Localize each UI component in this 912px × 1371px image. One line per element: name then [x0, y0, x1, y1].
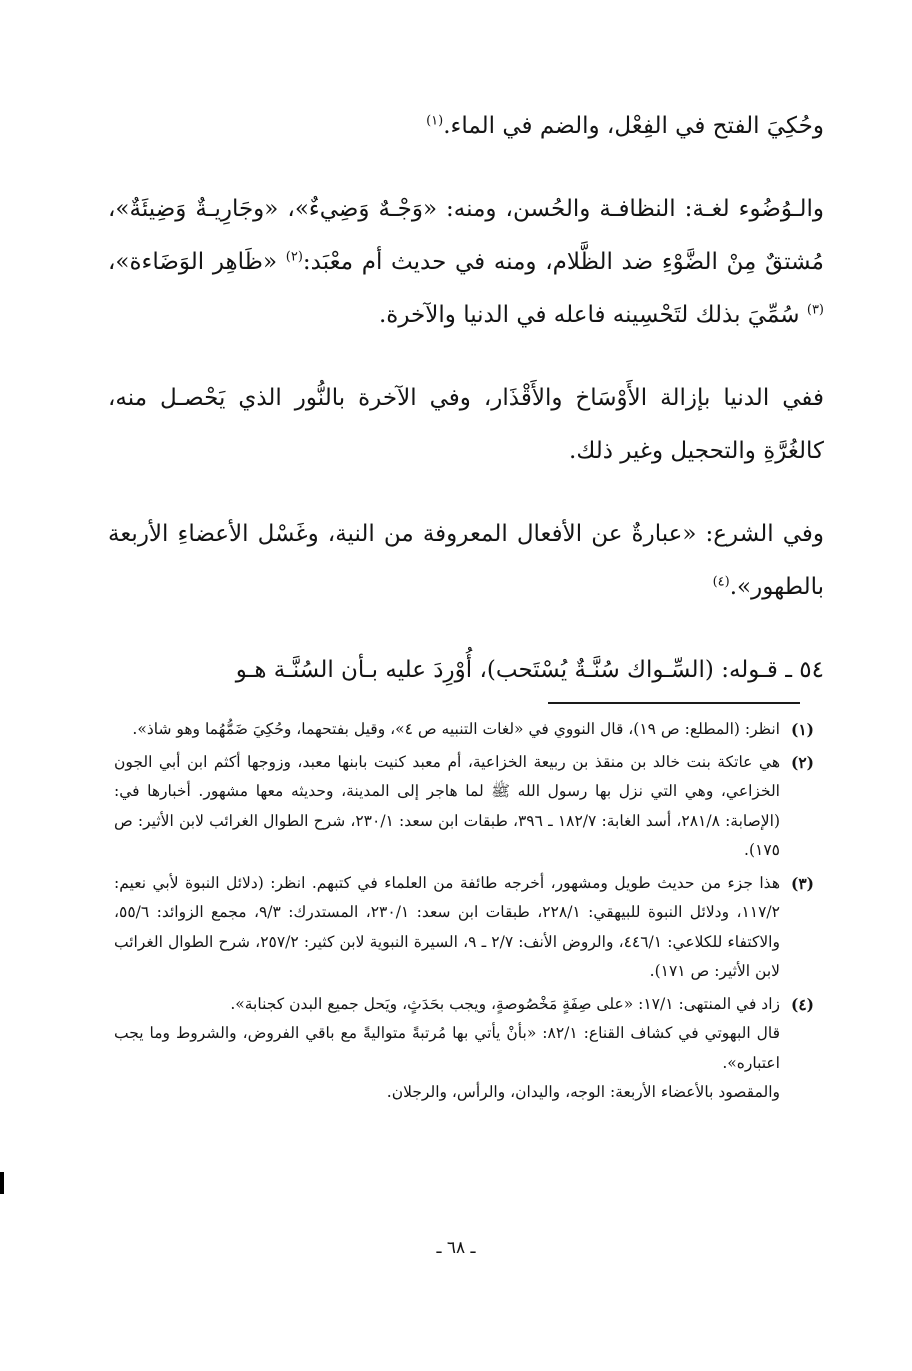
- footnote-text: [114, 748, 780, 866]
- footnote-number: (١): [790, 720, 814, 739]
- footnote-ref-4: (٤): [712, 574, 730, 590]
- footnote-line: قال البهوتي في كشاف القناع: ٨٢/١: «بأنْ يأتي بها مُرتبةً متواليةً مع باقي الفروض، والشروط وما يجب اعتباره».: [114, 1024, 780, 1072]
- paragraph-2-text-c: سُمِّيَ بذلك لتَحْسِينه فاعله في الدنيا والآخرة.: [379, 302, 800, 328]
- footnote-line: انظر: (المطلع: ص ١٩)، قال النووي في «لغات التنبيه ص ٤»، وقيل بفتحهما، وحُكِيَ ضَمُّهُما وهو شاذ».: [132, 720, 780, 738]
- paragraph-2-text-b: «ظَاهِر الوَضَاءة»،: [108, 249, 278, 275]
- footnote-ref-2: (٢): [285, 249, 303, 265]
- footnote-text: [114, 990, 780, 1108]
- footnote-line: هذا جزء من حديث طويل ومشهور، أخرجه طائفة من العلماء في كتبهم. انظر: (دلائل النبوة لأبي نعيم: ١١٧/٢، ودلائل النبوة للبيهقي: ٢٢٨/١، طبقات ابن سعد: ٢٣٠/١، المستدرك: ٩/٣، مجمع الزوائد: ٥٥/٦، والاكتفاء للكلاعي: ٤٤٦/١، والروض الأنف: ٢/٧ ـ ٩، السيرة النبوية لابن كثير: ٢٥٧/٢، شرح الطوال الغرائب لابن الأثير: ص ١٧١).: [114, 873, 780, 980]
- paragraph-4: [108, 508, 824, 614]
- paragraph-2: [108, 183, 824, 342]
- footnote-3: [114, 869, 814, 987]
- footnote-2: [114, 748, 814, 866]
- paragraph-1: [108, 100, 824, 153]
- paragraph-5: [108, 644, 824, 697]
- paragraph-3: [108, 372, 824, 478]
- footnote-line: هي عاتكة بنت خالد بن منقذ بن ربيعة الخزاعية، أم معبد كنيت بابنها معبد، وزوجها أكثم ابن أبي الجون الخزاعي، وهي التي نزل بها رسول الله ﷺ لما هاجر إلى المدينة، وحديثه معها مشهور. أخبارها في: (الإصابة: ٢٨١/٨، أسد الغابة: ١٨٢/٧ ـ ٣٩٦، طبقات ابن سعد: ٢٣٠/١، شرح الطوال الغرائب لابن الأثير: ص ١٧٥).: [114, 752, 780, 859]
- footnote-number: (٤): [790, 994, 814, 1014]
- footnote-number: (٢): [790, 752, 814, 772]
- footnote-line: زاد في المنتهى: ١٧/١: «على صِفَةٍ مَخْصُوصةٍ، ويجب بحَدَثٍ، ويَحل جميع البدن كجنابة».: [230, 994, 780, 1013]
- footnote-separator: [548, 702, 800, 704]
- paragraph-1-text: وحُكِيَ الفتح في الفِعْل، والضم في الماء.: [443, 113, 824, 139]
- footnotes: [114, 715, 814, 1111]
- paragraph-3-text: ففي الدنيا بإزالة الأَوْسَاخ والأَقْذَار، وفي الآخرة بالنُّور الذي يَحْصـل منه، كالغُرَّةِ والتحجيل وغير ذلك.: [108, 385, 824, 464]
- footnote-text: [114, 715, 780, 745]
- footnote-ref-1: (١): [426, 113, 444, 129]
- footnote-number: (٣): [790, 873, 814, 893]
- main-text: [108, 100, 824, 727]
- footnote-4: [114, 990, 814, 1108]
- footnote-text: [114, 869, 780, 987]
- footnote-line: والمقصود بالأعضاء الأربعة: الوجه، واليدان، والرأس، والرجلان.: [386, 1083, 780, 1101]
- page-number: ـ ٦٨ ـ: [436, 1238, 476, 1258]
- paragraph-5-text: ٥٤ ـ قـوله: (السِّـواك سُنَّـةٌ يُسْتَحب)، أُوْرِدَ عليه بـأن السُنَّـة هـو: [235, 657, 824, 683]
- scan-edge-mark: [0, 1172, 4, 1194]
- paragraph-2-text-a: والـوُضُوء لغـة: النظافـة والحُسن، ومنه: «وَجْـهٌ وَضِيءٌ»، «وجَارِيـةٌ وَضِيئَةٌ»، مُشتقٌ مِنْ الضَّوْءِ ضد الظَّلام، ومنه في حديث أم معْبَد:: [108, 196, 824, 275]
- footnote-ref-3: (٣): [806, 302, 824, 318]
- paragraph-4-text: وفي الشرع: «عبارةٌ عن الأفعال المعروفة من النية، وغَسْل الأعضاءِ الأربعة بالطهور».: [108, 521, 824, 600]
- footnote-1: [114, 715, 814, 745]
